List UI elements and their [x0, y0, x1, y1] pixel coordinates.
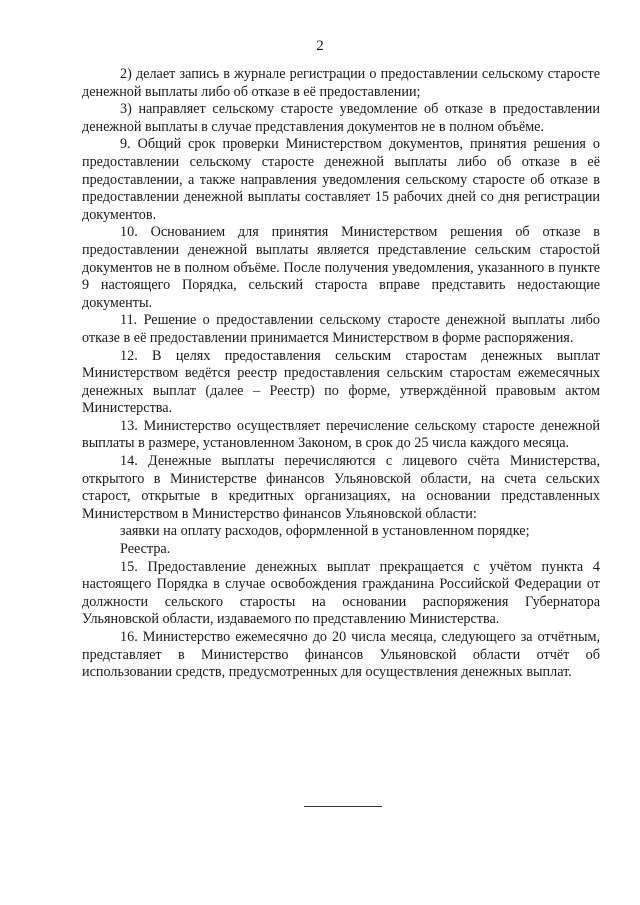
- paragraph-10: 10. Основанием для принятия Министерством решения об отказе в предоставлении денежной выплаты является представление сельским старостой документов не в полном объёме. После получения уведомления, указанного в пункте 9 настоящего Порядка, сельский староста вправе представить недостающие документы.: [82, 224, 600, 311]
- paragraph-11: 11. Решение о предоставлении сельскому старосте денежной выплаты либо отказе в её предоставлении принимается Министерством в форме распоряжения.: [82, 312, 600, 346]
- page-number: 2: [316, 38, 324, 54]
- paragraph-9: 9. Общий срок проверки Министерством документов, принятия решения о предоставлении сельскому старосте денежной выплаты либо об отказе в её предоставлении, а также направления уведомления сельскому старосте об отказе в предоставлении денежной выплаты составляет 15 рабочих дней со дня регистрации документов.: [82, 136, 600, 223]
- paragraph-12: 12. В целях предоставления сельским старостам денежных выплат Министерством ведётся реестр предоставления сельским старостам ежемесячных денежных выплат (далее – Реестр) по форме, утверждённой правовым актом Министерства.: [82, 347, 600, 417]
- paragraph-14-list-item-2: Реестра.: [120, 541, 171, 558]
- paragraph-14-list-item-1: заявки на оплату расходов, оформленной в установленном порядке;: [120, 523, 530, 540]
- paragraph-14: 14. Денежные выплаты перечисляются с лицевого счёта Министерства, открытого в Министерстве финансов Ульяновской области, на счета сельских старост, открытые в кредитных организациях, на основании представленных Министерством в Министерство финансов Ульяновской области:: [82, 453, 600, 522]
- paragraph-item-2: 2) делает запись в журнале регистрации о предоставлении сельскому старосте денежной выплаты либо об отказе в её предоставлении;: [82, 66, 600, 100]
- paragraph-13: 13. Министерство осуществляет перечисление сельскому старосте денежной выплаты в размере, установленном Законом, в срок до 25 числа каждого месяца.: [82, 417, 600, 452]
- paragraph-16: 16. Министерство ежемесячно до 20 числа месяца, следующего за отчётным, представляет в Министерство финансов Ульяновской области отчёт об использовании средств, предусмотренных для осуществления денежных выплат.: [82, 629, 600, 681]
- document-body: [82, 66, 600, 682]
- end-of-document-divider: [304, 806, 382, 807]
- paragraph-item-3: 3) направляет сельскому старосте уведомление об отказе в предоставлении денежной выплаты в случае представления документов не в полном объёме.: [82, 101, 600, 135]
- paragraph-15: 15. Предоставление денежных выплат прекращается с учётом пункта 4 настоящего Порядка в случае освобождения гражданина Российской Федерации от должности сельского старосты на основании распоряжения Губернатора Ульяновской области, издаваемого по представлению Министерства.: [82, 558, 600, 628]
